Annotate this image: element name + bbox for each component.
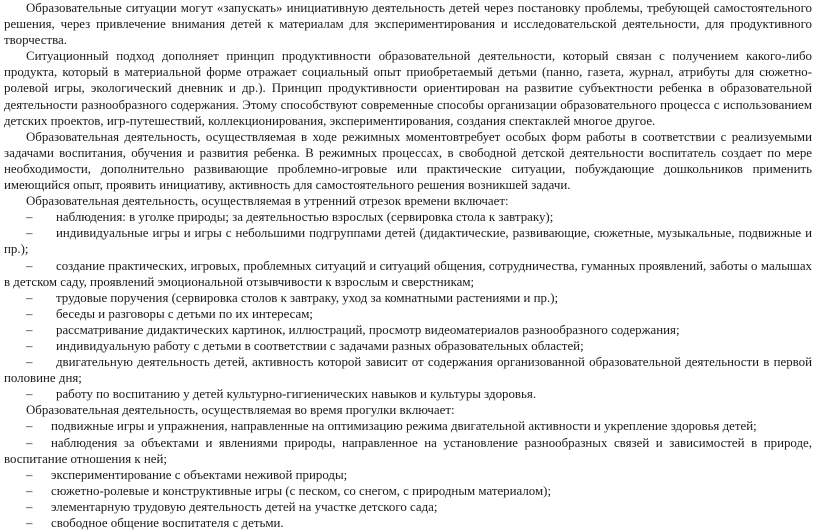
list-item: – индивидуальные игры и игры с небольшими подгруппами детей (дидактические, развивающие, сюжетные, музыкальные, подвижные и пр.); <box>4 226 812 257</box>
bullet-dash: – <box>26 258 33 273</box>
list-item: – подвижные игры и упражнения, направленные на оптимизацию режима двигательной активности и укрепление здоровья детей; <box>4 418 812 434</box>
paragraph-morning-intro: Образовательная деятельность, осуществляемая в утренний отрезок времени включает: <box>26 194 509 209</box>
list-item: – трудовые поручения (сервировка столов к завтраку, уход за комнатными растениями и пр.); <box>4 290 812 306</box>
list-item: – экспериментирование с объектами неживой природы; <box>4 467 812 483</box>
list-item: – наблюдения: в уголке природы; за деятельностью взрослых (сервировка стола к завтраку); <box>4 209 812 225</box>
bullet-dash: – <box>26 210 33 225</box>
morning-list <box>4 209 812 402</box>
bullet-dash: – <box>26 226 33 241</box>
paragraph-routine-activity: Образовательная деятельность, осуществляемая в ходе режимных моментовтребует особых форм работы в соответствии с реализуемыми задачами воспитания, обучения и развития ребенка. В режимных процессах, в свободной детской деятельности воспитатель создает по мере необходимости, дополнительно развивающие проблемно-игровые или практические ситуации, побуждающие дошкольников применить имеющийся опыт, проявить инициативу, активность для самостоятельного решения возникшей задачи. <box>4 129 812 193</box>
list-item: – двигательную деятельность детей, активность которой зависит от содержания организованной образовательной деятельности в первой половине дня; <box>4 355 812 386</box>
bullet-dash: – <box>26 499 33 514</box>
bullet-dash: – <box>26 338 33 353</box>
list-item: – наблюдения за объектами и явлениями природы, направленное на установление разнообразных связей и зависимостей в природе, воспитание отношения к ней; <box>4 435 812 466</box>
bullet-dash: – <box>26 306 33 321</box>
bullet-dash: – <box>26 290 33 305</box>
bullet-dash: – <box>26 435 33 450</box>
bullet-dash: – <box>26 419 33 434</box>
walk-list <box>4 418 812 531</box>
paragraph-situational-approach: Ситуационный подход дополняет принцип продуктивности образовательной деятельности, который связан с получением какого-либо продукта, который в материальной форме отражает социальный опыт приобретаемый детьми (панно, газета, журнал, атрибуты для сюжетно-ролевой игры, экологический дневник и др.). Принцип продуктивности ориентирован на развитие субъектности ребенка в образовательной деятельности разнообразного содержания. Этому способствуют современные способы организации образовательного процесса с использованием детских проектов, игр-путешествий, коллекционирования, экспериментирования, создания спектаклей многое другое. <box>4 49 812 128</box>
list-item: – элементарную трудовую деятельность детей на участке детского сада; <box>4 499 812 515</box>
paragraph-situations: Образовательные ситуации могут «запускать» инициативную деятельность детей через постановку проблемы, требующей самостоятельного решения, через привлечение внимания детей к материалам для экспериментирования и исследовательской деятельности, для продуктивного творчества. <box>4 1 812 48</box>
list-item: – беседы и разговоры с детьми по их интересам; <box>4 306 812 322</box>
list-item: – свободное общение воспитателя с детьми. <box>4 515 812 531</box>
list-item: – индивидуальную работу с детьми в соответствии с задачами разных образовательных областей; <box>4 338 812 354</box>
bullet-dash: – <box>26 467 33 482</box>
list-item: – сюжетно-ролевые и конструктивные игры (с песком, со снегом, с природным материалом); <box>4 483 812 499</box>
paragraph-walk-intro: Образовательная деятельность, осуществляемая во время прогулки включает: <box>26 403 455 418</box>
bullet-dash: – <box>26 355 33 370</box>
bullet-dash: – <box>26 516 33 530</box>
list-item: – рассматривание дидактических картинок, иллюстраций, просмотр видеоматериалов разнообразного содержания; <box>4 322 812 338</box>
bullet-dash: – <box>26 322 33 337</box>
bullet-dash: – <box>26 483 33 498</box>
bullet-dash: – <box>26 387 33 402</box>
list-item: – работу по воспитанию у детей культурно-гигиенических навыков и культуры здоровья. <box>4 386 812 402</box>
list-item: – создание практических, игровых, проблемных ситуаций и ситуаций общения, сотрудничества, гуманных проявлений, заботы о малышах в детском саду, проявлений эмоциональной отзывчивости к взрослым и сверстникам; <box>4 258 812 289</box>
